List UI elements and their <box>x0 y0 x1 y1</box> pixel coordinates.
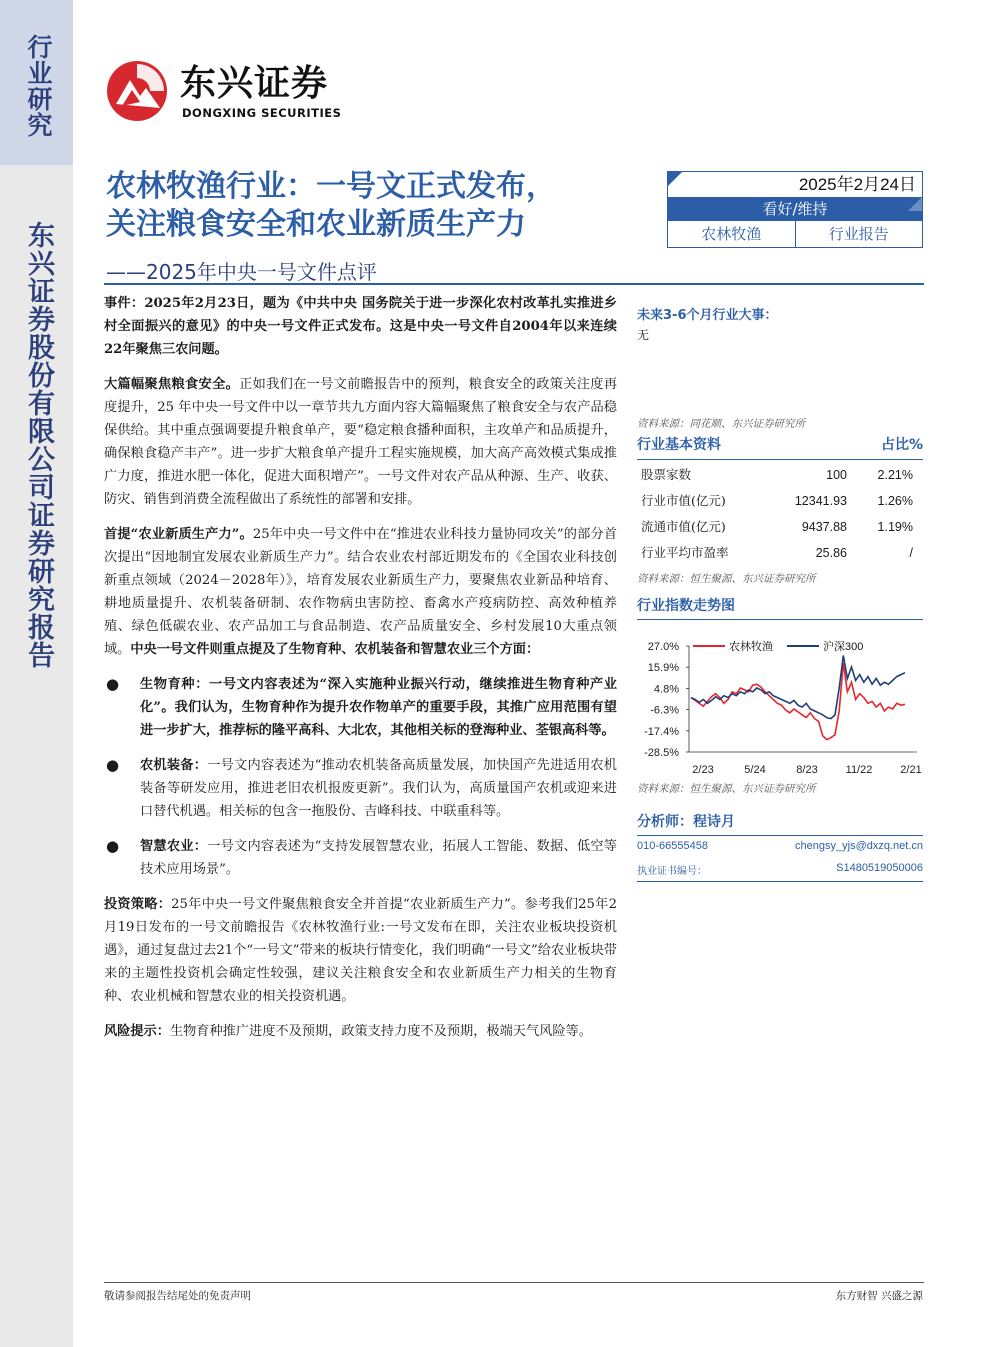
row-label: 行业平均市盈率 <box>641 545 729 560</box>
bullet-body: 一号文内容表述为“深入实施种业振兴行动，继续推进生物育种产业化”。我们认为，生物育种作为提升农作物单产的重要手段，其推广应用范围有望进一步扩大，推荐标的隆平高科、大北农，其他相关标的登海种业、荃银高科等。 <box>140 677 617 738</box>
series-line-2 <box>691 656 905 719</box>
bullet-lead: 智慧农业： <box>140 839 208 854</box>
grain-security-paragraph <box>104 373 617 511</box>
analyst-email[interactable]: chengsy_yjs@dxzq.net.cn <box>795 840 923 852</box>
report-body <box>104 292 617 1055</box>
table-row <box>637 514 923 540</box>
row-pct: 2.21% <box>877 468 913 482</box>
index-chart-title: 行业指数走势图 <box>637 596 923 620</box>
analyst-phone: 010-66555458 <box>637 840 708 852</box>
footer-divider <box>104 1282 924 1283</box>
cert-label: 执业证书编号： <box>637 866 707 877</box>
brand-name-en: DONGXING SECURITIES <box>182 106 342 120</box>
x-axis <box>689 752 922 776</box>
dongxing-logo-icon <box>106 60 168 122</box>
source-note: 资料来源：同花顺、东兴证券研究所 <box>637 418 805 430</box>
bullet-body: 一号文内容表述为“推动农机装备高质量发展，加快国产先进适用农机装备等研发应用，推进老旧农机报废更新”。我们认为，高质量国产农机或迎来进口替代机遇。相关标的包含一拖股份、吉峰科技、中联重科等。 <box>140 758 617 819</box>
report-title-line1: 农林牧渔行业：一号文正式发布， <box>106 169 556 204</box>
sidebar-bottom <box>0 165 73 1347</box>
legend-label: 农林牧渔 <box>729 641 773 653</box>
chart-legend <box>693 639 863 653</box>
strategy-label: 投资策略： <box>104 897 172 912</box>
x-tick-label: 2/21 <box>900 764 922 776</box>
bullet-lead: 生物育种： <box>140 677 210 692</box>
bullet-text <box>140 835 617 881</box>
analyst-title: 分析师：程诗月 <box>637 812 923 836</box>
sidebar-bottom-label: 东兴证券股份有限公司证券研究报告 <box>23 221 54 669</box>
y-tick-label: -6.3% <box>650 704 679 717</box>
corner-triangle-icon <box>908 197 922 211</box>
y-tick-label: 4.8% <box>653 683 679 696</box>
legend-label: 沪深300 <box>823 641 864 653</box>
report-meta-box <box>667 171 923 248</box>
y-tick-label: -28.5% <box>644 747 679 759</box>
footer-slogan: 东方财智 兴盛之源 <box>835 1290 923 1302</box>
y-tick-label: 15.9% <box>647 662 679 675</box>
report-type: 行业报告 <box>828 225 889 243</box>
x-tick-label: 11/22 <box>845 764 873 776</box>
row-label: 行业市值(亿元) <box>641 493 726 508</box>
strategy-text: 25年中央一号文件聚焦粮食安全并首提“农业新质生产力”。参考我们25年2月19日发布的一号文前瞻报告《农林牧渔行业:一号文发布在即，关注农业板块投资机遇》，通过复盘过去21个“一号文”带来的板块行情变化，我们明确“一号文”给农业板块带来的主题性投资机会确定性较强，建议关注粮食安全和农业新质生产力相关的生物育种、农业机械和智慧农业的相关投资机遇。 <box>104 897 618 1004</box>
report-industry: 农林牧渔 <box>668 221 796 248</box>
sidebar-top-label: 行业研究 <box>24 34 53 138</box>
y-tick-label: 27.0% <box>647 641 679 653</box>
new-productivity-paragraph <box>104 523 617 661</box>
report-subtitle: ——2025年中央一号文件点评 <box>106 260 377 284</box>
event-label: 事件： <box>104 296 145 311</box>
source-note: 资料来源：恒生聚源、东兴证券研究所 <box>637 573 816 585</box>
analyst-contact <box>637 840 923 852</box>
bullet-dot-icon: ● <box>106 837 120 855</box>
footer-disclaimer: 敬请参阅报告结尾处的免责声明 <box>104 1290 251 1302</box>
row-pct: 1.26% <box>877 494 913 508</box>
brand-name-cn: 东兴证券 <box>180 63 329 104</box>
index-trend-chart <box>637 634 923 780</box>
basic-info-header <box>637 434 923 460</box>
new-productivity-tail: 中央一号文件则重点提及了生物育种、农机装备和智慧农业三个方面： <box>130 642 540 657</box>
x-tick-label: 5/24 <box>744 764 766 776</box>
events-title: 未来3-6个月行业大事： <box>637 308 778 323</box>
basic-info-pct-header: 占比% <box>880 437 923 453</box>
bullet-item <box>104 673 617 742</box>
row-value: 100 <box>826 468 847 482</box>
report-date: 2025年2月24日 <box>798 175 916 194</box>
bullet-text <box>140 673 617 742</box>
y-axis <box>644 641 689 759</box>
source-note: 资料来源：恒生聚源、东兴证券研究所 <box>637 783 816 795</box>
bullet-dot-icon: ● <box>106 675 120 693</box>
events-content: 无 <box>637 328 650 342</box>
analyst-cert <box>637 862 923 882</box>
row-pct: / <box>909 546 913 560</box>
event-paragraph <box>104 292 617 361</box>
bullet-dot-icon: ● <box>106 756 120 774</box>
report-rating: 看好/维持 <box>668 197 922 221</box>
risk-text: 生物育种推广进度不及预期，政策支持力度不及预期，极端天气风险等。 <box>169 1024 592 1039</box>
risk-label: 风险提示： <box>104 1024 170 1039</box>
cert-number: S1480519050006 <box>836 862 923 874</box>
row-value: 9437.88 <box>801 520 847 534</box>
x-tick-label: 8/23 <box>796 764 818 776</box>
row-value: 25.86 <box>815 546 847 560</box>
new-productivity-lead: 首提“农业新质生产力”。 <box>104 527 253 542</box>
report-tags <box>668 221 922 248</box>
bullet-lead: 农机装备： <box>140 758 208 773</box>
row-pct: 1.19% <box>877 520 913 534</box>
header-divider <box>104 283 924 285</box>
sidebar-top <box>0 0 73 165</box>
chart-series <box>691 656 905 740</box>
strategy-paragraph <box>104 893 617 1008</box>
table-row <box>637 540 923 566</box>
bullet-item <box>104 754 617 823</box>
table-row <box>637 488 923 514</box>
report-title-line2: 关注粮食安全和农业新质生产力 <box>106 207 526 242</box>
row-label: 股票家数 <box>641 467 692 482</box>
table-row <box>637 462 923 488</box>
risk-paragraph <box>104 1020 617 1043</box>
bullet-item <box>104 835 617 881</box>
series-line-1 <box>691 663 905 739</box>
basic-info-title: 行业基本资料 <box>637 437 721 453</box>
grain-security-lead: 大篇幅聚焦粮食安全。 <box>104 377 240 392</box>
event-text: 2025年2月23日，题为《中共中央 国务院关于进一步深化农村改革扎实推进乡村全面振兴的意见》的中央一号文件正式发布。这是中央一号文件自2004年以来连续22年聚焦三农问题。 <box>104 296 617 357</box>
bullet-body: 一号文内容表述为“支持发展智慧农业，拓展人工智能、数据、低空等技术应用场景”。 <box>140 839 617 877</box>
basic-info-table <box>637 462 923 566</box>
grain-security-text: 正如我们在一号文前瞻报告中的预判，粮食安全的政策关注度再度提升，25 年中央一号文件中以一章节共九方面内容大篇幅聚焦了粮食安全与农产品稳保供给。其中重点强调要提升粮食单产，要“稳定粮食播种面积，主攻单产和品质提升，确保粮食稳产丰产”。进一步扩大粮食单产提升工程实施规模，加大高产高效模式集成推广力度，推进水肥一体化，促进大面积增产”。一号文件对农产品从种源、生产、收获、防灾、销售到消费全流程做出了系统性的部署和安排。 <box>104 377 618 507</box>
y-tick-label: -17.4% <box>644 725 679 738</box>
new-productivity-text: 25年中央一号文件中在“推进农业科技力量协同攻关”的部分首次提出“因地制宜发展农业新质生产力”。结合农业农村部近期发布的《全国农业科技创新重点领域（2024－2028年）》，培育发展农业新质生产力，要聚焦农业新品种培育、耕地质量提升、农机装备研制、农作物病虫害防控、畜禽水产疫病防控、高效种植养殖、绿色低碳农业、农产品加工与食品制造、农产品质量安全、乡村发展10大重点领域。 <box>104 527 618 657</box>
x-tick-label: 2/23 <box>692 764 714 776</box>
bullet-text <box>140 754 617 823</box>
row-value: 12341.93 <box>794 494 847 508</box>
row-label: 流通市值(亿元) <box>641 519 726 534</box>
report-title <box>106 168 556 244</box>
